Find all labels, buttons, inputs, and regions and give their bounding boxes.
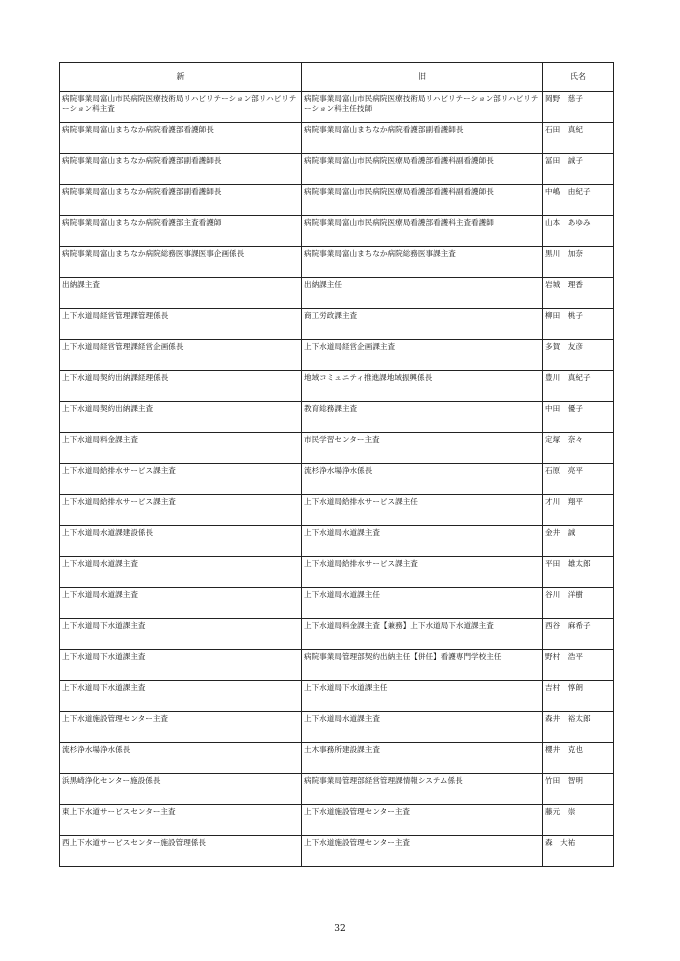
name-cell-text: 森 大祐	[545, 838, 576, 847]
new-position-cell	[60, 185, 302, 216]
new-position-cell	[60, 681, 302, 712]
name-cell-text: 山本 あゆみ	[545, 218, 591, 227]
name-cell	[543, 247, 614, 278]
old-position-cell-text: 病院事業局管理部契約出納主任【併任】看護専門学校主任	[304, 652, 502, 661]
name-cell	[543, 712, 614, 743]
old-position-cell	[302, 464, 543, 495]
new-position-cell-text: 上下水道局給排水サービス課主査	[62, 466, 176, 475]
table-body	[60, 92, 614, 867]
name-cell-text: 谷川 洋樹	[545, 590, 583, 599]
new-position-cell-text: 病院事業局富山まちなか病院看護部副看護師長	[62, 187, 222, 196]
new-position-cell-text: 浜黒崎浄化センター施設係長	[62, 776, 161, 785]
new-position-cell	[60, 774, 302, 805]
old-position-cell-text: 土木事務所建設課主査	[304, 745, 380, 754]
name-cell-text: 森井 裕太郎	[545, 714, 591, 723]
old-position-cell	[302, 557, 543, 588]
old-position-cell	[302, 805, 543, 836]
old-position-cell-text: 地域コミュニティ推進課地域振興係長	[304, 373, 433, 382]
table-row	[60, 619, 614, 650]
new-position-cell-text: 上下水道局経営管理課管理係長	[62, 311, 169, 320]
old-position-cell-text: 出納課主任	[304, 280, 342, 289]
table-row	[60, 185, 614, 216]
old-position-cell-text: 病院事業局富山まちなか病院総務医事課主査	[304, 249, 456, 258]
old-position-cell	[302, 650, 543, 681]
table-row	[60, 92, 614, 123]
old-position-cell-text: 上下水道局給排水サービス課主任	[304, 497, 418, 506]
header-old: 旧	[302, 63, 543, 92]
table-row	[60, 371, 614, 402]
new-position-cell-text: 上下水道局料金課主査	[62, 435, 138, 444]
old-position-cell	[302, 836, 543, 867]
table-row	[60, 123, 614, 154]
name-cell-text: 櫻井 克也	[545, 745, 583, 754]
name-cell	[543, 464, 614, 495]
old-position-cell	[302, 340, 543, 371]
new-position-cell	[60, 588, 302, 619]
name-cell	[543, 309, 614, 340]
old-position-cell-text: 上下水道局水道課主査	[304, 714, 380, 723]
table-row	[60, 340, 614, 371]
old-position-cell-text: 上下水道局水道課主任	[304, 590, 380, 599]
old-position-cell	[302, 123, 543, 154]
name-cell	[543, 402, 614, 433]
new-position-cell-text: 出納課主査	[62, 280, 100, 289]
personnel-table	[59, 62, 614, 867]
name-cell-text: 中嶋 由紀子	[545, 187, 591, 196]
name-cell-text: 才川 翔平	[545, 497, 583, 506]
new-position-cell	[60, 464, 302, 495]
name-cell	[543, 371, 614, 402]
personnel-sheet	[59, 62, 613, 867]
name-cell	[543, 619, 614, 650]
old-position-cell-text: 上下水道施設管理センター主査	[304, 807, 411, 816]
new-position-cell	[60, 805, 302, 836]
name-cell-text: 岩城 理香	[545, 280, 583, 289]
new-position-cell-text: 病院事業局富山まちなか病院看護部看護師長	[62, 125, 214, 134]
new-position-cell-text: 西上下水道サービスセンター施設管理係長	[62, 838, 206, 847]
table-row	[60, 495, 614, 526]
old-position-cell-text: 商工労政課主査	[304, 311, 358, 320]
table-row	[60, 309, 614, 340]
table-row	[60, 836, 614, 867]
name-cell	[543, 123, 614, 154]
new-position-cell-text: 病院事業局富山まちなか病院看護部副看護師長	[62, 156, 222, 165]
new-position-cell-text: 病院事業局富山まちなか病院総務医事課医事企画係長	[62, 249, 245, 258]
old-position-cell	[302, 185, 543, 216]
new-position-cell-text: 東上下水道サービスセンター主査	[62, 807, 176, 816]
new-position-cell-text: 上下水道局下水道課主査	[62, 652, 146, 661]
name-cell-text: 吉村 惇朗	[545, 683, 583, 692]
table-row	[60, 681, 614, 712]
name-cell-text: 定塚 奈々	[545, 435, 583, 444]
page-number: 32	[334, 924, 346, 934]
name-cell-text: 野村 浩平	[545, 652, 583, 661]
table-row	[60, 557, 614, 588]
table-row	[60, 433, 614, 464]
new-position-cell-text: 上下水道施設管理センター主査	[62, 714, 169, 723]
new-position-cell	[60, 278, 302, 309]
old-position-cell	[302, 92, 543, 123]
old-position-cell-text: 病院事業局富山まちなか病院看護部副看護師長	[304, 125, 464, 134]
name-cell-text: 冨田 誠子	[545, 156, 583, 165]
table-row	[60, 464, 614, 495]
new-position-cell	[60, 650, 302, 681]
old-position-cell-text: 上下水道局給排水サービス課主査	[304, 559, 418, 568]
old-position-cell-text: 上下水道局料金課主査【兼務】上下水道局下水道課主査	[304, 621, 494, 630]
new-position-cell-text: 上下水道局経営管理課経営企画係長	[62, 342, 184, 351]
new-position-cell	[60, 309, 302, 340]
name-cell	[543, 805, 614, 836]
name-cell-text: 柳田 桃子	[545, 311, 583, 320]
name-cell	[543, 495, 614, 526]
name-cell-text: 石原 亮平	[545, 466, 583, 475]
name-cell-text: 豊川 真紀子	[545, 373, 591, 382]
name-cell	[543, 185, 614, 216]
old-position-cell-text: 上下水道施設管理センター主査	[304, 838, 411, 847]
name-cell	[543, 774, 614, 805]
old-position-cell	[302, 712, 543, 743]
old-position-cell	[302, 495, 543, 526]
old-position-cell	[302, 588, 543, 619]
old-position-cell	[302, 743, 543, 774]
new-position-cell	[60, 340, 302, 371]
new-position-cell-text: 上下水道局水道課主査	[62, 590, 138, 599]
old-position-cell-text: 市民学習センター主査	[304, 435, 380, 444]
name-cell	[543, 216, 614, 247]
name-cell-text: 竹田 智明	[545, 776, 583, 785]
name-cell	[543, 681, 614, 712]
table-row	[60, 805, 614, 836]
new-position-cell-text: 上下水道局水道課主査	[62, 559, 138, 568]
name-cell-text: 黒川 加奈	[545, 249, 583, 258]
name-cell-text: 石田 真紀	[545, 125, 583, 134]
table-row	[60, 278, 614, 309]
new-position-cell-text: 上下水道局下水道課主査	[62, 683, 146, 692]
name-cell	[543, 557, 614, 588]
table-row	[60, 588, 614, 619]
old-position-cell-text: 病院事業局富山市民病院医療技術局リハビリテーション部リハビリテーション科主任技師	[304, 94, 539, 113]
table-row	[60, 216, 614, 247]
new-position-cell-text: 上下水道局契約出納課主査	[62, 404, 154, 413]
table-row	[60, 402, 614, 433]
old-position-cell-text: 流杉浄水場浄水係長	[304, 466, 373, 475]
name-cell-text: 中田 優子	[545, 404, 583, 413]
name-cell-text: 岡野 慈子	[545, 94, 583, 103]
old-position-cell	[302, 433, 543, 464]
old-position-cell-text: 教育総務課主査	[304, 404, 358, 413]
old-position-cell	[302, 619, 543, 650]
header-new: 新	[60, 63, 302, 92]
table-row	[60, 526, 614, 557]
name-cell-text: 西谷 麻希子	[545, 621, 591, 630]
new-position-cell	[60, 433, 302, 464]
new-position-cell	[60, 557, 302, 588]
old-position-cell	[302, 309, 543, 340]
name-cell	[543, 433, 614, 464]
new-position-cell	[60, 526, 302, 557]
old-position-cell-text: 上下水道局経営企画課主査	[304, 342, 396, 351]
table-row	[60, 247, 614, 278]
new-position-cell	[60, 495, 302, 526]
name-cell	[543, 836, 614, 867]
old-position-cell	[302, 371, 543, 402]
new-position-cell	[60, 92, 302, 123]
name-cell	[543, 154, 614, 185]
old-position-cell	[302, 278, 543, 309]
new-position-cell-text: 上下水道局契約出納課経理係長	[62, 373, 169, 382]
new-position-cell	[60, 247, 302, 278]
name-cell	[543, 340, 614, 371]
name-cell-text: 平田 雄太郎	[545, 559, 591, 568]
table-header-row	[60, 63, 614, 92]
new-position-cell-text: 病院事業局富山市民病院医療技術局リハビリテーション部リハビリテーション科主査	[62, 94, 297, 113]
old-position-cell	[302, 402, 543, 433]
new-position-cell	[60, 371, 302, 402]
old-position-cell-text: 病院事業局富山市民病院医療局看護部看護科副看護師長	[304, 156, 494, 165]
new-position-cell-text: 上下水道局下水道課主査	[62, 621, 146, 630]
name-cell	[543, 92, 614, 123]
old-position-cell-text: 病院事業局管理部経営管理課情報システム係長	[304, 776, 463, 785]
new-position-cell-text: 上下水道局水道課建設係長	[62, 528, 154, 537]
old-position-cell-text: 病院事業局富山市民病院医療局看護部看護科副看護師長	[304, 187, 494, 196]
name-cell	[543, 743, 614, 774]
name-cell-text: 藤元 崇	[545, 807, 576, 816]
table-row	[60, 154, 614, 185]
new-position-cell	[60, 743, 302, 774]
new-position-cell	[60, 216, 302, 247]
name-cell	[543, 650, 614, 681]
new-position-cell-text: 上下水道局給排水サービス課主査	[62, 497, 176, 506]
new-position-cell-text: 流杉浄水場浄水係長	[62, 745, 131, 754]
old-position-cell	[302, 526, 543, 557]
new-position-cell-text: 病院事業局富山まちなか病院看護部主査看護師	[62, 218, 222, 227]
new-position-cell	[60, 402, 302, 433]
name-cell-text: 金井 誠	[545, 528, 576, 537]
old-position-cell-text: 上下水道局水道課主査	[304, 528, 380, 537]
name-cell	[543, 278, 614, 309]
new-position-cell	[60, 123, 302, 154]
table-row	[60, 650, 614, 681]
old-position-cell-text: 病院事業局富山市民病院医療局看護部看護科主査看護師	[304, 218, 494, 227]
name-cell	[543, 526, 614, 557]
new-position-cell	[60, 712, 302, 743]
old-position-cell	[302, 681, 543, 712]
old-position-cell	[302, 247, 543, 278]
name-cell-text: 多賀 友彦	[545, 342, 583, 351]
old-position-cell-text: 上下水道局下水道課主任	[304, 683, 388, 692]
table-row	[60, 743, 614, 774]
header-name: 氏名	[543, 63, 614, 92]
new-position-cell	[60, 619, 302, 650]
new-position-cell	[60, 154, 302, 185]
new-position-cell	[60, 836, 302, 867]
table-row	[60, 774, 614, 805]
old-position-cell	[302, 154, 543, 185]
old-position-cell	[302, 216, 543, 247]
old-position-cell	[302, 774, 543, 805]
table-row	[60, 712, 614, 743]
name-cell	[543, 588, 614, 619]
